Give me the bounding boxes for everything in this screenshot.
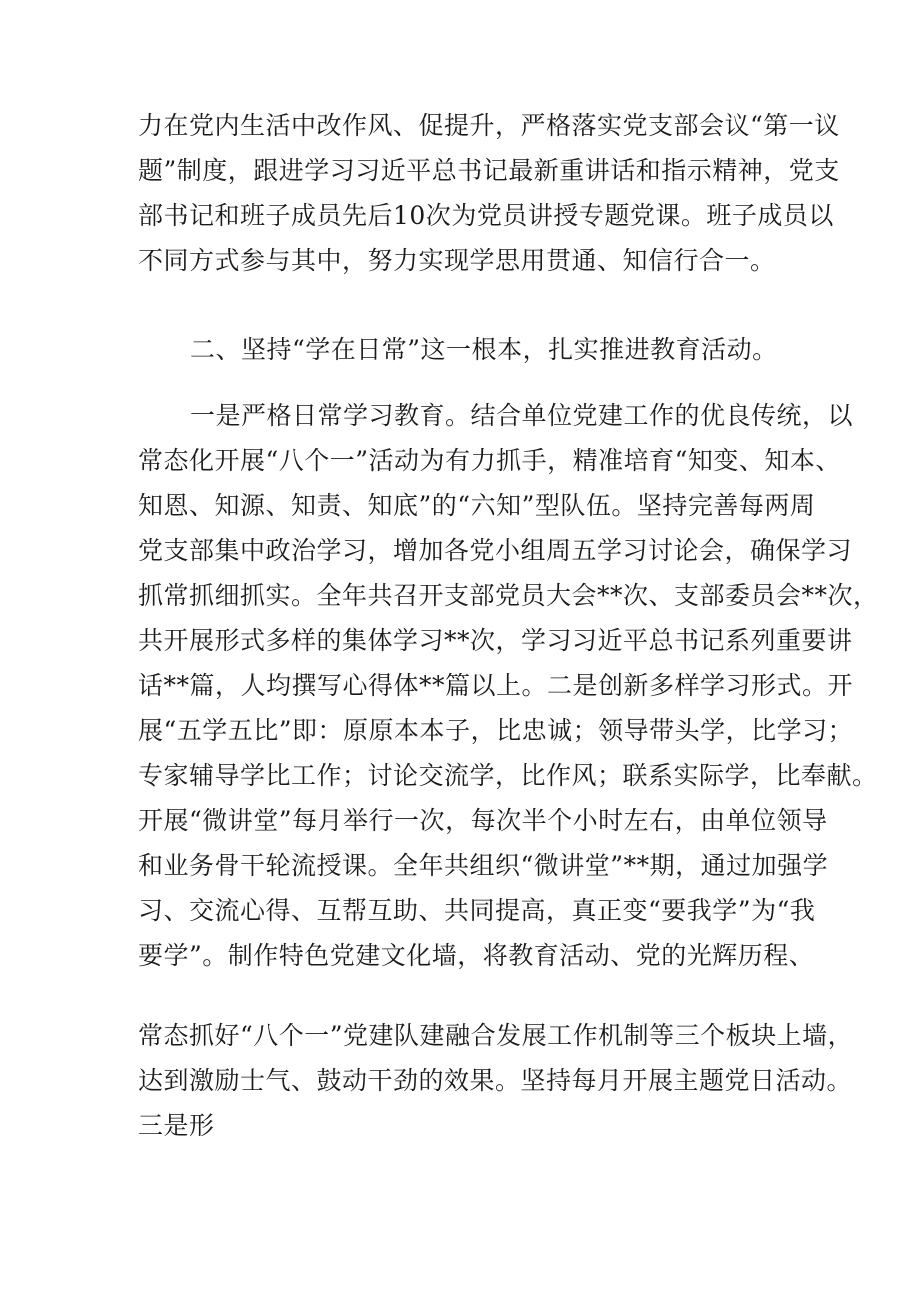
text-line: 题”制度，跟进学习习近平总书记最新重讲话和指示精神，党支 xyxy=(138,156,840,185)
heading-line: 二、坚持“学在日常”这一根本，扎实推进教育活动。 xyxy=(190,335,778,364)
text-line: 部书记和班子成员先后10次为党员讲授专题党课。班子成员以 xyxy=(138,201,834,230)
text-line: 党支部集中政治学习，增加各党小组周五学习讨论会，确保学习 xyxy=(138,536,853,565)
paragraph-party-life xyxy=(138,103,840,283)
text-line: 知恩、知源、知责、知底”的“六知”型队伍。坚持完善每两周 xyxy=(138,491,816,520)
text-line: 力在党内生活中改作风、促提升，严格落实党支部会议“第一议 xyxy=(138,111,840,140)
text-line: 常态化开展“八个一”活动为有力抓手，精准培育“知变、知本、 xyxy=(138,446,841,475)
section-heading xyxy=(138,327,788,372)
text-line: 习、交流心得、互帮互助、共同提高，真正变“要我学”为“我 xyxy=(138,896,816,925)
text-line: 共开展形式多样的集体学习**次，学习习近平总书记系列重要讲 xyxy=(138,626,853,655)
paragraph-daily-study xyxy=(138,393,879,978)
text-line: 展“五学五比”即：原原本本子，比忠诚；领导带头学，比学习； xyxy=(138,716,854,745)
text-line: 常态抓好“八个一”党建队建融合发展工作机制等三个板块上墙， xyxy=(138,1021,854,1050)
paragraph-culture-wall xyxy=(138,1013,854,1148)
text-line: 一是严格日常学习教育。结合单位党建工作的优良传统，以 xyxy=(190,401,854,430)
text-line: 和业务骨干轮流授课。全年共组织“微讲堂”**期，通过加强学 xyxy=(138,851,829,880)
text-line: 达到激励士气、鼓动干劲的效果。坚持每月开展主题党日活动。 xyxy=(138,1066,853,1095)
text-line: 不同方式参与其中，努力实现学思用贯通、知信行合一。 xyxy=(138,246,776,275)
text-line: 开展“微讲堂”每月举行一次，每次半个小时左右，由单位领导 xyxy=(138,806,828,835)
text-line: 要学”。制作特色党建文化墙，将教育活动、党的光辉历程、 xyxy=(138,941,815,970)
text-line: 话**篇，人均撰写心得体**篇以上。二是创新多样学习形式。开 xyxy=(138,671,854,700)
text-line: 专家辅导学比工作；讨论交流学，比作风；联系实际学，比奉献。 xyxy=(138,761,878,790)
text-line: 抓常抓细抓实。全年共召开支部党员大会**次、支部委员会**次， xyxy=(138,581,879,610)
text-line: 三是形 xyxy=(138,1111,215,1140)
